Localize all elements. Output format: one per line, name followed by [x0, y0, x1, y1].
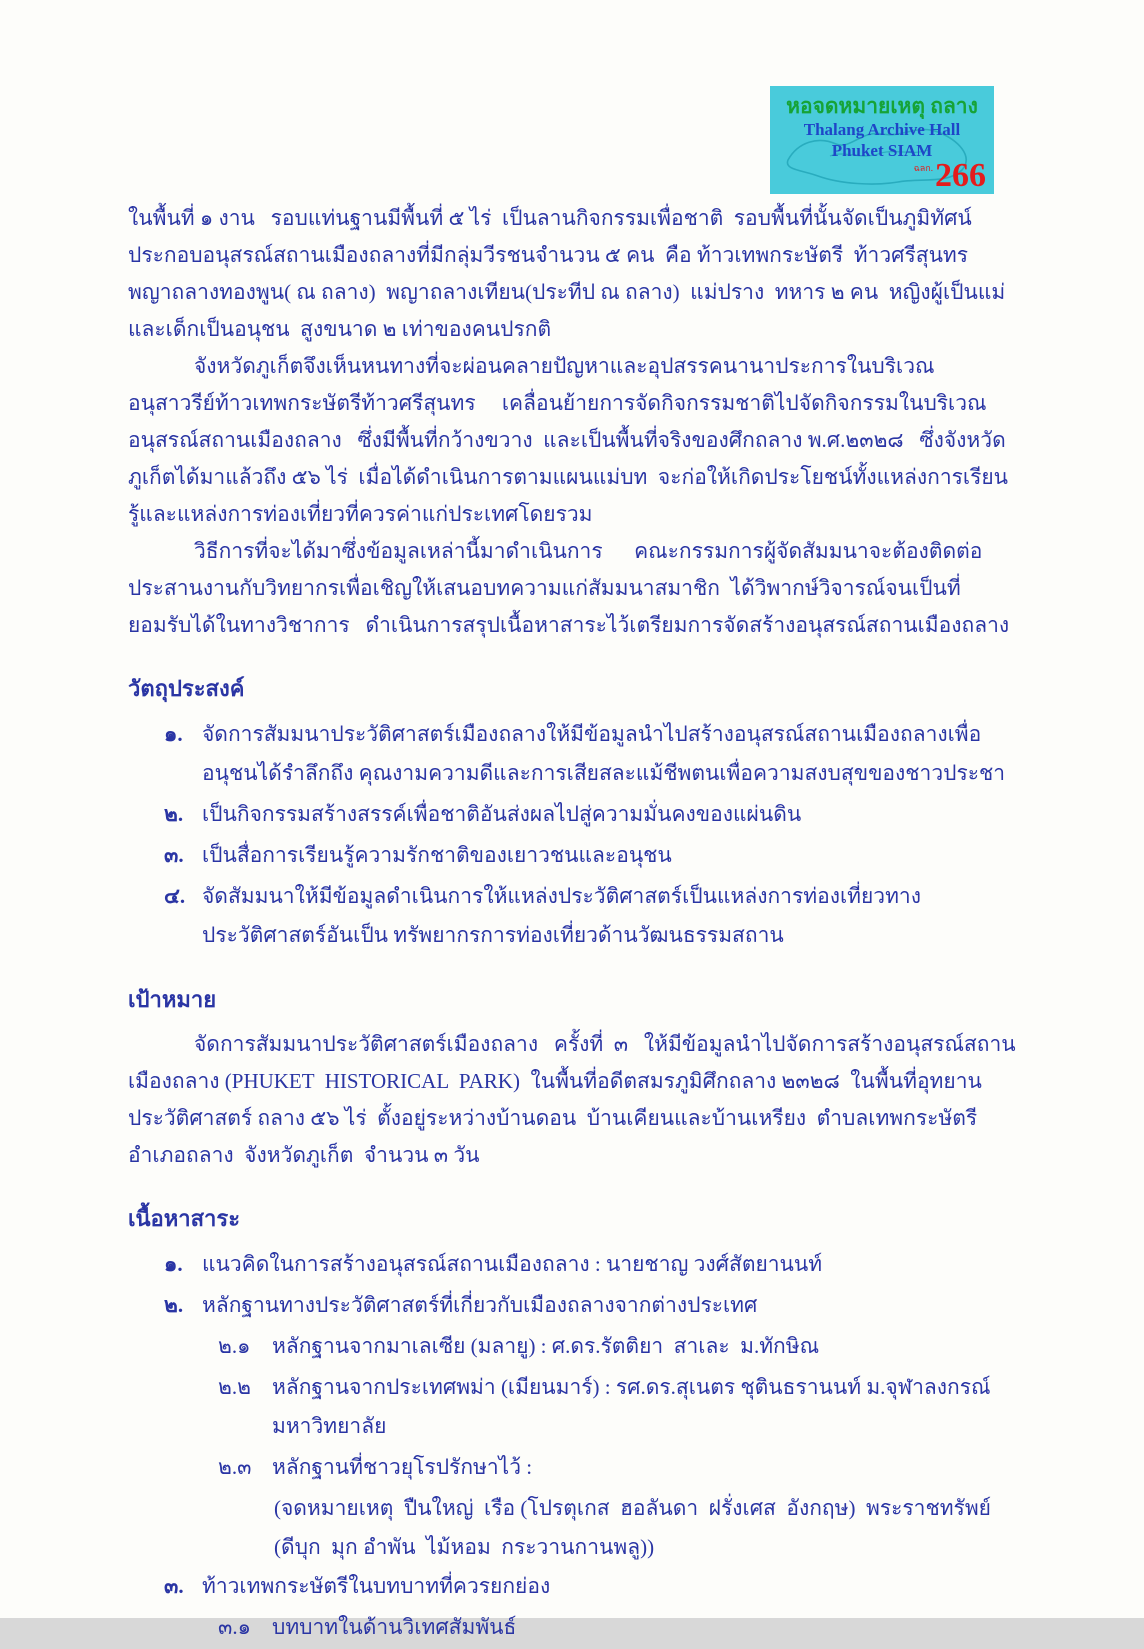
sub-item-number: ๒.๓: [218, 1455, 252, 1479]
item-number: ๓.: [164, 1574, 184, 1598]
sub-item-number: ๒.๑: [218, 1334, 251, 1358]
intro-paragraph-2: จังหวัดภูเก็ตจึงเห็นหนทางที่จะผ่อนคลายปัญหาและอุปสรรคนานาประการในบริเวณอนุสาวรีย์ท้าวเทพกระษัตรีท้าวศรีสุนทร เคลื่อนย้ายการจัดกิจกรรมชาติไปจัดกิจกรรมในบริเวณอนุสรณ์สถานเมืองถลาง ซึ่งมีพื้นที่กว้างขวาง และเป็นพื้นที่จริงของศึกถลาง พ.ศ.๒๓๒๘ ซึ่งจังหวัดภูเก็ตได้มาแล้วถึง ๕๖ ไร่ เมื่อได้ดำเนินการตามแผนแม่บท จะก่อให้เกิดประโยชน์ทั้งแหล่งการเรียนรู้และแหล่งการท่องเที่ยวที่ควรค่าแก่ประเทศโดยรวม: [128, 354, 1009, 526]
stamp-title-thai: หอจดหมายเหตุ ถลาง: [786, 94, 978, 118]
sub-list-item: [218, 1368, 1016, 1446]
item-text: ท้าวเทพกระษัตรีในบทบาทที่ควรยกย่อง: [202, 1574, 551, 1598]
sub-item-note: (จดหมายเหตุ ปืนใหญ่ เรือ (โปรตุเกส ฮอลันดา ฝรั่งเศส อังกฤษ) พระราชทรัพย์ (ดีบุก มุก อำพัน ไม้หอม กระวานกานพลู)): [274, 1496, 997, 1559]
list-item: [164, 1286, 1016, 1325]
intro-paragraph-3: วิธีการที่จะได้มาซึ่งข้อมูลเหล่านี้มาดำเนินการ คณะกรรมการผู้จัดสัมมนาจะต้องติดต่อประสานงานกับวิทยากรเพื่อเชิญให้เสนอบทความแก่สัมมนาสมาชิก ได้วิพากษ์วิจารณ์จนเป็นที่ยอมรับได้ในทางวิชาการ ดำเนินการสรุปเนื้อหาสาระไว้เตรียมการจัดสร้างอนุสรณ์สถานเมืองถลาง: [128, 539, 1010, 637]
sub-item-number: ๓.๑: [218, 1615, 251, 1639]
contents-list: [164, 1245, 1016, 1647]
stamp-title-english: Thalang Archive Hall: [803, 120, 961, 139]
contents-sublist: [218, 1327, 1016, 1567]
objectives-list: [164, 715, 1016, 955]
sub-item-text: บทบาทในด้านวิเทศสัมพันธ์: [272, 1615, 517, 1639]
item-number: ๑.: [164, 722, 183, 746]
sub-item-number: ๒.๒: [218, 1375, 251, 1399]
sub-item-text: หลักฐานจากมาเลเซีย (มลายู) : ศ.ดร.รัตติยา สาเละ ม.ทักษิณ: [272, 1334, 820, 1358]
item-text: หลักฐานทางประวัติศาสตร์ที่เกี่ยวกับเมืองถลางจากต่างประเทศ: [202, 1293, 758, 1317]
section-heading-objectives: วัตถุประสงค์: [128, 676, 245, 701]
document-body: [128, 200, 1016, 1649]
item-text: จัดการสัมมนาประวัติศาสตร์เมืองถลางให้มีข้อมูลนำไปสร้างอนุสรณ์สถานเมืองถลางเพื่ออนุชนได้รำลึกถึง คุณงามความดีและการเสียสละแม้ชีพตนเพื่อความสงบสุขของชาวประชา: [202, 722, 1006, 785]
item-number: ๓.: [164, 843, 184, 867]
sub-list-item: [218, 1327, 1016, 1366]
sub-item-text: หลักฐานจากประเทศพม่า (เมียนมาร์) : รศ.ดร.สุเนตร ชุตินธรานนท์ ม.จุฬาลงกรณ์มหาวิทยาลัย: [272, 1375, 991, 1438]
goal-paragraph: จัดการสัมมนาประวัติศาสตร์เมืองถลาง ครั้งที่ ๓ ให้มีข้อมูลนำไปจัดการสร้างอนุสรณ์สถานเมืองถลาง (PHUKET HISTORICAL PARK) ในพื้นที่อดีตสมรภูมิศึกถลาง ๒๓๒๘ ในพื้นที่อุทยานประวัติศาสตร์ ถลาง ๕๖ ไร่ ตั้งอยู่ระหว่างบ้านดอน บ้านเคียนและบ้านเหรียง ตำบลเทพกระษัตรี อำเภอถลาง จังหวัดภูเก็ต จำนวน ๓ วัน: [128, 1032, 1016, 1167]
list-item: [164, 795, 1016, 834]
sub-list-item: [218, 1448, 1016, 1487]
stamp-number-label: ฉลก.: [913, 163, 933, 173]
stamp-number-group: [913, 157, 986, 194]
item-text: เป็นสื่อการเรียนรู้ความรักชาติของเยาวชนและอนุชน: [202, 843, 672, 867]
stamp-subtitle-english: Phuket SIAM: [831, 141, 933, 160]
section-heading-goal: เป้าหมาย: [128, 987, 217, 1012]
item-text: จัดสัมมนาให้มีข้อมูลดำเนินการให้แหล่งประวัติศาสตร์เป็นแหล่งการท่องเที่ยวทางประวัติศาสตร์อันเป็น ทรัพยากรการท่องเที่ยวด้านวัฒนธรรมสถาน: [202, 884, 921, 947]
list-item: [164, 715, 1016, 793]
stamp-number: 266: [935, 157, 986, 194]
item-text: เป็นกิจกรรมสร้างสรรค์เพื่อชาติอันส่งผลไปสู่ความมั่นคงของแผ่นดิน: [202, 802, 802, 826]
item-number: ๒.: [164, 802, 184, 826]
section-heading-contents: เนื้อหาสาระ: [128, 1206, 241, 1231]
list-item: [164, 836, 1016, 875]
sub-item-text: หลักฐานที่ชาวยุโรปรักษาไว้ :: [272, 1455, 533, 1479]
intro-paragraph-1: ในพื้นที่ ๑ งาน รอบแท่นฐานมีพื้นที่ ๕ ไร่ เป็นลานกิจกรรมเพื่อชาติ รอบพื้นที่นั้นจัดเป็นภูมิทัศน์ประกอบอนุสรณ์สถานเมืองถลางที่มีกลุ่มวีรชนจำนวน ๕ คน คือ ท้าวเทพกระษัตรี ท้าวศรีสุนทร พญาถลางทองพูน( ณ ถลาง) พญาถลางเทียน(ประทีป ณ ถลาง) แม่ปราง ทหาร ๒ คน หญิงผู้เป็นแม่ และเด็กเป็นอนุชน สูงขนาด ๒ เท่าของคนปรกติ: [128, 206, 1016, 341]
archive-stamp: [770, 86, 994, 194]
item-number: ๒.: [164, 1293, 184, 1317]
item-text: แนวคิดในการสร้างอนุสรณ์สถานเมืองถลาง : นายชาญ วงศ์สัตยานนท์: [202, 1252, 823, 1276]
sub-list-item: [218, 1608, 1016, 1647]
list-item: [164, 1245, 1016, 1284]
item-number: ๑.: [164, 1252, 183, 1276]
list-item: [164, 877, 1016, 955]
item-number: ๔.: [164, 884, 186, 908]
list-item: [164, 1567, 1016, 1606]
contents-sublist: [218, 1608, 1016, 1647]
